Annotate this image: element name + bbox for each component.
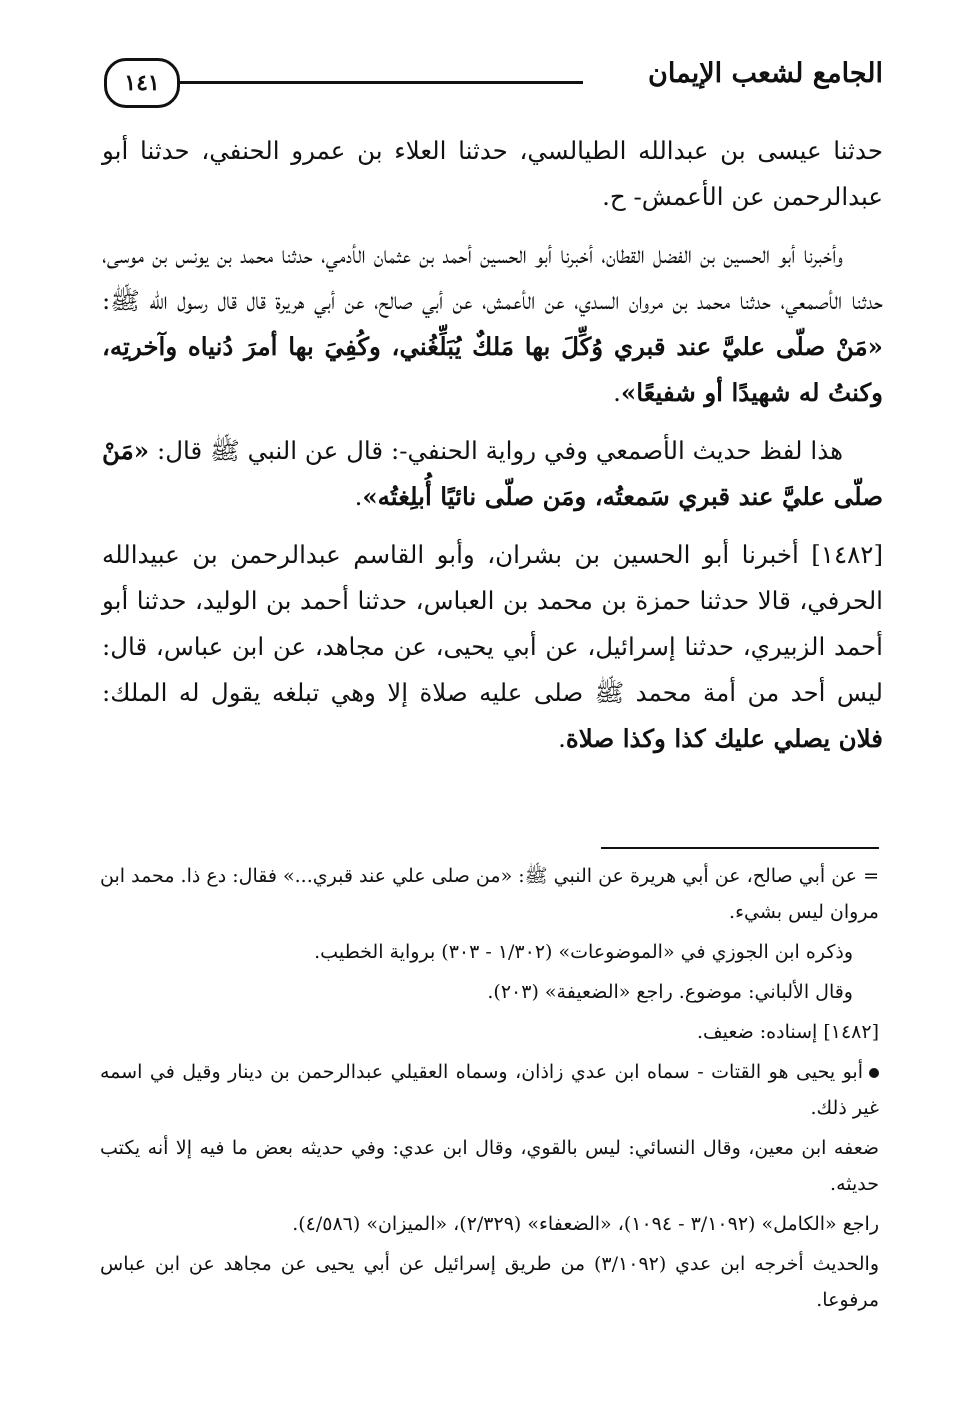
hadith-quote: «مَنْ صلّى عليَّ عند قبري وُكِّلَ بها مَلكٌ يُبَلِّغُني، وكُفِيَ بها أمرَ دُنياه وآخرتِه، وكنتُ له شهيدًا أو شفيعًا» [102, 332, 883, 407]
paragraph-isnad-1: حدثنا عيسى بن عبدالله الطيالسي، حدثنا العلاء بن عمرو الحنفي، حدثنا أبو عبدالرحمن عن الأعمش- ح. [102, 136, 883, 211]
footnote-1482-grade: [١٤٨٢] إسناده: ضعيف. [696, 1021, 879, 1043]
page-header [100, 52, 883, 122]
variant-intro: هذا لفظ حديث الأصمعي وفي رواية الحنفي-: قال عن النبي ﷺ قال: [149, 436, 843, 465]
footnote-separator [601, 847, 879, 849]
bullet-icon [869, 1068, 879, 1078]
page-number: ١٤١ [104, 58, 180, 108]
footnote-narrator [100, 1054, 879, 1126]
paragraph-end: . [558, 724, 566, 753]
paragraph-end: . [613, 378, 621, 407]
footnote-albani: وقال الألباني: موضوع. راجع «الضعيفة» (٢٠٣). [487, 981, 853, 1003]
paragraph-variant [102, 428, 883, 520]
footnote-narrator-text: أبو يحيى هو القتات - سماه ابن عدي زاذان، وسماه العقيلي عبدالرحمن بن دينار وقيل في اسمه غير ذلك. [100, 1061, 879, 1119]
paragraph-hadith-1 [102, 232, 883, 416]
isnad-text: وأخبرنا أبو الحسين بن الفضل القطان، أخبرنا أبو الحسين أحمد بن عثمان الأدمي، حدثنا محمد بن يونس بن موسى، حدثنا الأصمعي، حدثنا محمد بن مروان السدي، عن الأعمش، عن أبي صالح، عن أبي هريرة قال قال رسول الله ﷺ: [102, 240, 883, 315]
header-rule [178, 81, 583, 84]
footnotes [100, 858, 879, 1322]
footnote-references: راجع «الكامل» (٣/١٠٩٢ - ١٠٩٤)، «الضعفاء» (٢/٣٢٩)، «الميزان» (٤/٥٨٦). [292, 1213, 879, 1235]
running-title: الجامع لشعب الإيمان [648, 58, 883, 89]
footnote-continuation: = عن أبي صالح، عن أبي هريرة عن النبي ﷺ: «من صلى علي عند قبري...» فقال: دع ذا. محمد ابن مروان ليس بشيء. [100, 865, 879, 923]
footnote-ibn-aljawzi: وذكره ابن الجوزي في «الموضوعات» (١/٣٠٢ - ٣٠٣) برواية الخطيب. [314, 941, 853, 963]
main-text [102, 128, 883, 774]
footnote-weakness: ضعفه ابن معين، وقال النسائي: ليس بالقوي، وقال ابن عدي: وفي حديثه بعض ما فيه إلا أنه يكتب حديثه. [100, 1137, 880, 1195]
hadith-quote-variant: «مَنْ صلّى عليَّ عند قبري سَمعتُه، ومَن صلّى نائيًا أُبلِغتُه» [102, 436, 883, 511]
paragraph-hadith-1482 [102, 532, 883, 762]
angel-saying: فلان يصلي عليك كذا وكذا صلاة [565, 724, 883, 753]
paragraph-end: . [354, 482, 363, 511]
footnote-takhrij: والحديث أخرجه ابن عدي (٣/١٠٩٢) من طريق إسرائيل عن أبي يحيى عن مجاهد عن ابن عباس مرفوعا. [100, 1253, 879, 1311]
hadith-1482-text: [١٤٨٢] أخبرنا أبو الحسين بن بشران، وأبو القاسم عبدالرحمن بن عبيدالله الحرفي، قالا حدثنا حمزة بن محمد بن العباس، حدثنا أحمد بن الوليد، حدثنا أبو أحمد الزبيري، حدثنا إسرائيل، عن أبي يحيى، عن مجاهد، عن ابن عباس، قال: ليس أحد من أمة محمد ﷺ صلى عليه صلاة إلا وهي تبلغه يقول له الملك: [102, 540, 883, 707]
